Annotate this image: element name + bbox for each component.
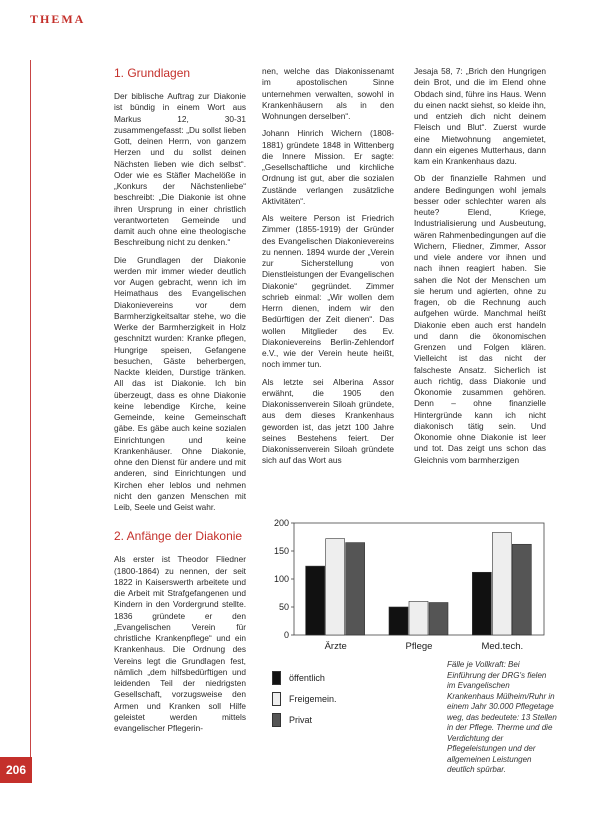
paragraph: Als erster ist Theodor Fliedner (1800-1864) zu nennen, der seit 1822 in Kaiserswerth arbeitete und die Arbeit mit Strafgefangenen und Kindern in den Vordergrund stellte. 1836 gründete er den „Evangelischen Verein für christliche Krankenpflege“ und ein Krankenhaus. Die Ordnung des Vereins legt die Grundlagen fest, nämlich „dem hilfsbedürftigen und leidenden Teil der niedrigsten Gesellschaft, vorzugsweise den Armen und Kranken soll Hilfe geleistet werden mittels evangelischer Pflegerin-: [114, 554, 246, 733]
legend-label: öffentlich: [289, 672, 325, 683]
y-tick-label: 50: [278, 602, 289, 612]
legend-label: Privat: [289, 714, 313, 725]
y-tick-label: 200: [273, 518, 289, 528]
column-2: [262, 66, 394, 473]
margin-rule: [30, 60, 31, 760]
bar: [409, 601, 428, 635]
paragraph: Ob der finanzielle Rahmen und andere Bedingungen wohl jemals besser oder schlechter waren als heute? Elend, Kriege, Industrialisierung und Ausbeutung, wären Rahmenbedingungen auf die Wichern, Fliedner, Zimmer, Assor und viele andere vor ihnen und nach ihnen reagiert haben. Sie sahen die Not der Menschen um sie herum und agierten, ohne zu fragen, ob die Rechnung auch aufgehen würde. Manchmal heißt Diakonie eben auch erst handeln und dann die ökonomischen Grenzen und Folgen klären. Vielleicht ist das nicht der falscheste Ansatz. Sicherlich ist auch richtig, dass Diakonie und Ökonomie zusammen gehören. Denn – ohne finanzielle Hintergründe kann ich nicht diakonisch tätig sein. Und Ökonomie ohne Diakonie ist leer und tot. Das zeigt uns schon das Gleichnis vom barmherzigen: [414, 173, 546, 465]
bar: [512, 544, 531, 635]
x-category-label: Pflege: [405, 641, 433, 652]
heading-grundlagen: 1. Grundlagen: [114, 66, 191, 80]
heading-anfaenge: 2. Anfänge der Diakonie: [114, 529, 243, 544]
y-tick-label: 100: [273, 574, 289, 584]
column-3: [414, 66, 546, 472]
paragraph: nen, welche das Diakonissenamt im apostolischen Sinne unternehmen verwalten, sowohl in Krankenhäusern als in den Wohnungen derselben“.: [262, 66, 394, 121]
legend-item: [272, 691, 337, 706]
legend-label: Freigemein.: [289, 693, 337, 704]
page-number: 206: [0, 757, 32, 783]
legend-swatch: [272, 692, 281, 706]
x-category-label: Med.tech.: [481, 641, 524, 652]
column-1: [114, 66, 246, 740]
bar: [389, 607, 408, 635]
bar-chart: [262, 515, 552, 655]
y-tick-label: 150: [273, 546, 289, 556]
bar: [429, 603, 448, 635]
bar: [346, 543, 365, 635]
legend-swatch: [272, 713, 281, 727]
chart-caption: Fälle je Vollkraft: Bei Einführung der DRG's fielen im Evangelischen Krankenhaus Mülheim/Ruhr in einem Jahr 30.000 Pflegetage weg, das bedeutete: 13 Stellen in der Pflege. Therme und die Verdichtung der Pflegeleistungen und der allgemeinen Leistungen deutlich spürbar.: [447, 660, 557, 774]
bar: [306, 566, 325, 635]
legend-swatch: [272, 671, 281, 685]
chart-legend: [272, 670, 337, 733]
bar: [472, 572, 491, 635]
paragraph: Der biblische Auftrag zur Diakonie ist bündig in einem Wort aus Markus 12, 30-31 zusammengefasst: „Du sollst lieben Gott, deinen Herrn, von ganzem Herzen und du sollst deinen Nächsten lieben wie dich selbst“. Oder wie es Stäfler Machelöße in „Konkurs der Nächstenliebe“ beschreibt: „Die Diakonie ist ohne ihren Ursprung in einer christlich verantworteten Gemeinde und damit auch ohne eine theologische Beschreibung nicht zu denken.“: [114, 91, 246, 248]
paragraph: Als weitere Person ist Friedrich Zimmer (1855-1919) der Gründer des Evangelischen Diakonievereins zu nennen. 1894 wurde der „Verein zur Sicherstellung von Dienstleistungen der Evangelischen Diakonie“ gegründet. Zimmer schrieb einmal: „Wir wollen dem Herrn dienen, indem wir den Bedürftigen der Zeit dienen“. Das wollen Mitglieder des Ev. Diakonievereins Berlin-Zehlendorf e.V., wie der Verein heute heißt, noch immer tun.: [262, 213, 394, 370]
paragraph: Die Grundlagen der Diakonie werden mir immer wieder deutlich vor Augen gebracht, wenn ich im Heimathaus des Evangelischen Diakonievereins vor dem Barmherzigkeitsaltar stehe, wo die Werke der Barmherzigkeit in Holz geschnitzt wurden: Kranke pflegen, Hungrige speisen, Gefangene besuchen, Gäste beherbergen, Nackte kleiden, Durstige tränken. All das ist Diakonie. Ich bin überzeugt, dass es ohne Diakonie keine lebendige Kirche, keine Gemeinde, keine Gemeinschaft gäbe. Es gäbe auch keine sozialen Einrichtungen und keine Krankenhäuser. Ohne Diakonie, ohne den Dienst für andere und mit anderen, sind Einrichtungen und Kirchen eher leblos und nehmen nicht den ganzen Menschen mit Leib, Seele und Geist wahr.: [114, 254, 246, 512]
paragraph: Als letzte sei Alberina Assor erwähnt, die 1905 den Diakonissenverein Siloah gründete, aus dem dieses Krankenhaus geworden ist, das jetzt 100 Jahre seines Bestehens feiert. Der Diakonissenverein Siloah gründete sich auf das Wort aus: [262, 376, 394, 466]
y-tick-label: 0: [283, 630, 289, 640]
paragraph: Johann Hinrich Wichern (1808-1881) gründete 1848 in Wittenberg die Innere Mission. Er sagte: „Gesellschaftliche und kirchliche Ordnung ist gut, aber die sozialen Zustände verlangen zusätzliche Aktivitäten“.: [262, 128, 394, 206]
section-header: THEMA: [30, 12, 86, 26]
paragraph: Jesaja 58, 7: „Brich den Hungrigen dein Brot, und die im Elend ohne Obdach sind, führe ins Haus. Wenn du einen nackt siehst, so kleide ihn, und entzieh dich nicht deinem Fleisch und Blut“. Zuerst wurde eine Mietwohnung angemietet, dann ein eigenes Mutterhaus, dann kam ein Krankenhaus dazu.: [414, 66, 546, 166]
legend-item: [272, 712, 337, 727]
bar: [326, 539, 345, 635]
x-category-label: Ärzte: [324, 641, 347, 652]
bar: [492, 533, 511, 635]
legend-item: [272, 670, 337, 685]
bar-chart-svg: [262, 515, 552, 655]
